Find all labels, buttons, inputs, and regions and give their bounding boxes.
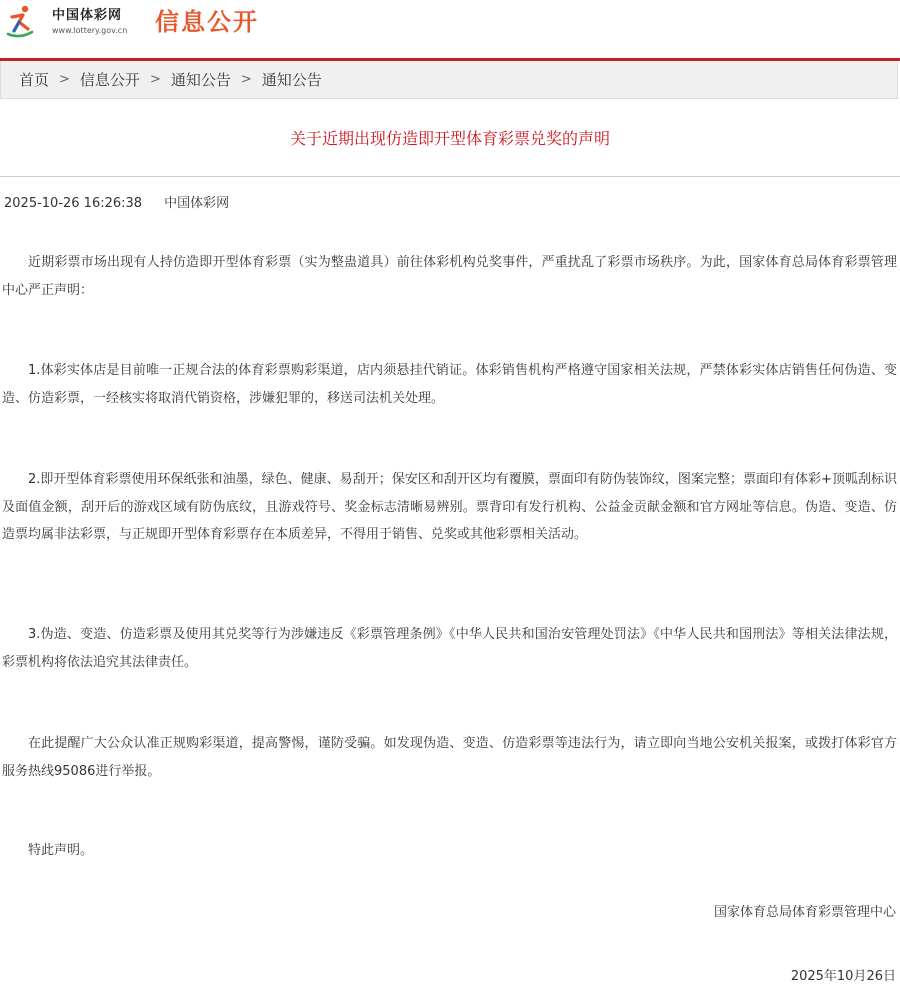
site-header — [0, 0, 900, 58]
paragraph-reminder: 在此提醒广大公众认准正规购彩渠道，提高警惕，谨防受骗。如发现伪造、变造、仿造彩票等违法行为，请立即向当地公安机关报案，或拨打体彩官方服务热线95086进行举报。 — [2, 736, 897, 779]
paragraph-point-1: 1.体彩实体店是目前唯一正规合法的体育彩票购彩渠道，店内须悬挂代销证。体彩销售机构严格遵守国家相关法规，严禁体彩实体店销售任何伪造、变造、仿造彩票，一经核实将取消代销资格，涉嫌犯罪的，移送司法机关处理。 — [2, 363, 897, 406]
brand-block[interactable] — [52, 8, 127, 36]
sign-date: 2025年10月26日 — [790, 969, 896, 984]
title-divider — [0, 176, 900, 177]
article-title: 关于近期出现仿造即开型体育彩票兑奖的声明 — [289, 129, 610, 148]
breadcrumb-notices[interactable]: 通知公告 — [170, 71, 231, 89]
paragraph-point-3: 3.伪造、变造、仿造彩票及使用其兑奖等行为涉嫌违反《彩票管理条例》《中华人民共和国治安管理处罚法》《中华人民共和国刑法》等相关法律法规，彩票机构将依法追究其法律责任。 — [2, 627, 897, 670]
publish-datetime: 2025-10-26 16:26:38 — [4, 196, 143, 211]
lottery-logo-icon[interactable] — [6, 4, 34, 38]
paragraph-intro: 近期彩票市场出现有人持仿造即开型体育彩票（实为整蛊道具）前往体彩机构兑奖事件，严重扰乱了彩票市场秩序。为此，国家体育总局体育彩票管理中心严正声明： — [2, 255, 897, 298]
breadcrumb — [0, 61, 898, 99]
breadcrumb-info-disclosure[interactable]: 信息公开 — [79, 71, 140, 89]
breadcrumb-current[interactable]: 通知公告 — [261, 71, 322, 89]
paragraph-point-2: 2.即开型体育彩票使用环保纸张和油墨，绿色、健康、易刮开；保安区和刮开区均有覆膜，票面印有防伪装饰纹，图案完整；票面印有体彩+顶呱刮标识及面值金额，刮开后的游戏区域有防伪底纹，且游戏符号、奖金标志清晰易辨别。票背印有发行机构、公益金贡献金额和官方网址等信息。伪造、变造、仿造票均属非法彩票，与正规即开型体育彩票存在本质差异，不得用于销售、兑奖或其他彩票相关活动。 — [2, 472, 898, 542]
breadcrumb-separator: > — [149, 72, 161, 87]
paragraph-closing: 特此声明。 — [28, 843, 94, 858]
signature: 国家体育总局体育彩票管理中心 — [713, 905, 896, 920]
section-title: 信息公开 — [155, 8, 259, 36]
article-source: 中国体彩网 — [164, 196, 230, 211]
breadcrumb-separator: > — [240, 72, 252, 87]
article-meta — [4, 195, 229, 213]
breadcrumb-separator: > — [59, 72, 70, 87]
breadcrumb-home[interactable]: 首页 — [19, 71, 50, 89]
brand-url: www.lottery.gov.cn — [52, 26, 128, 35]
brand-name: 中国体彩网 — [52, 8, 123, 23]
